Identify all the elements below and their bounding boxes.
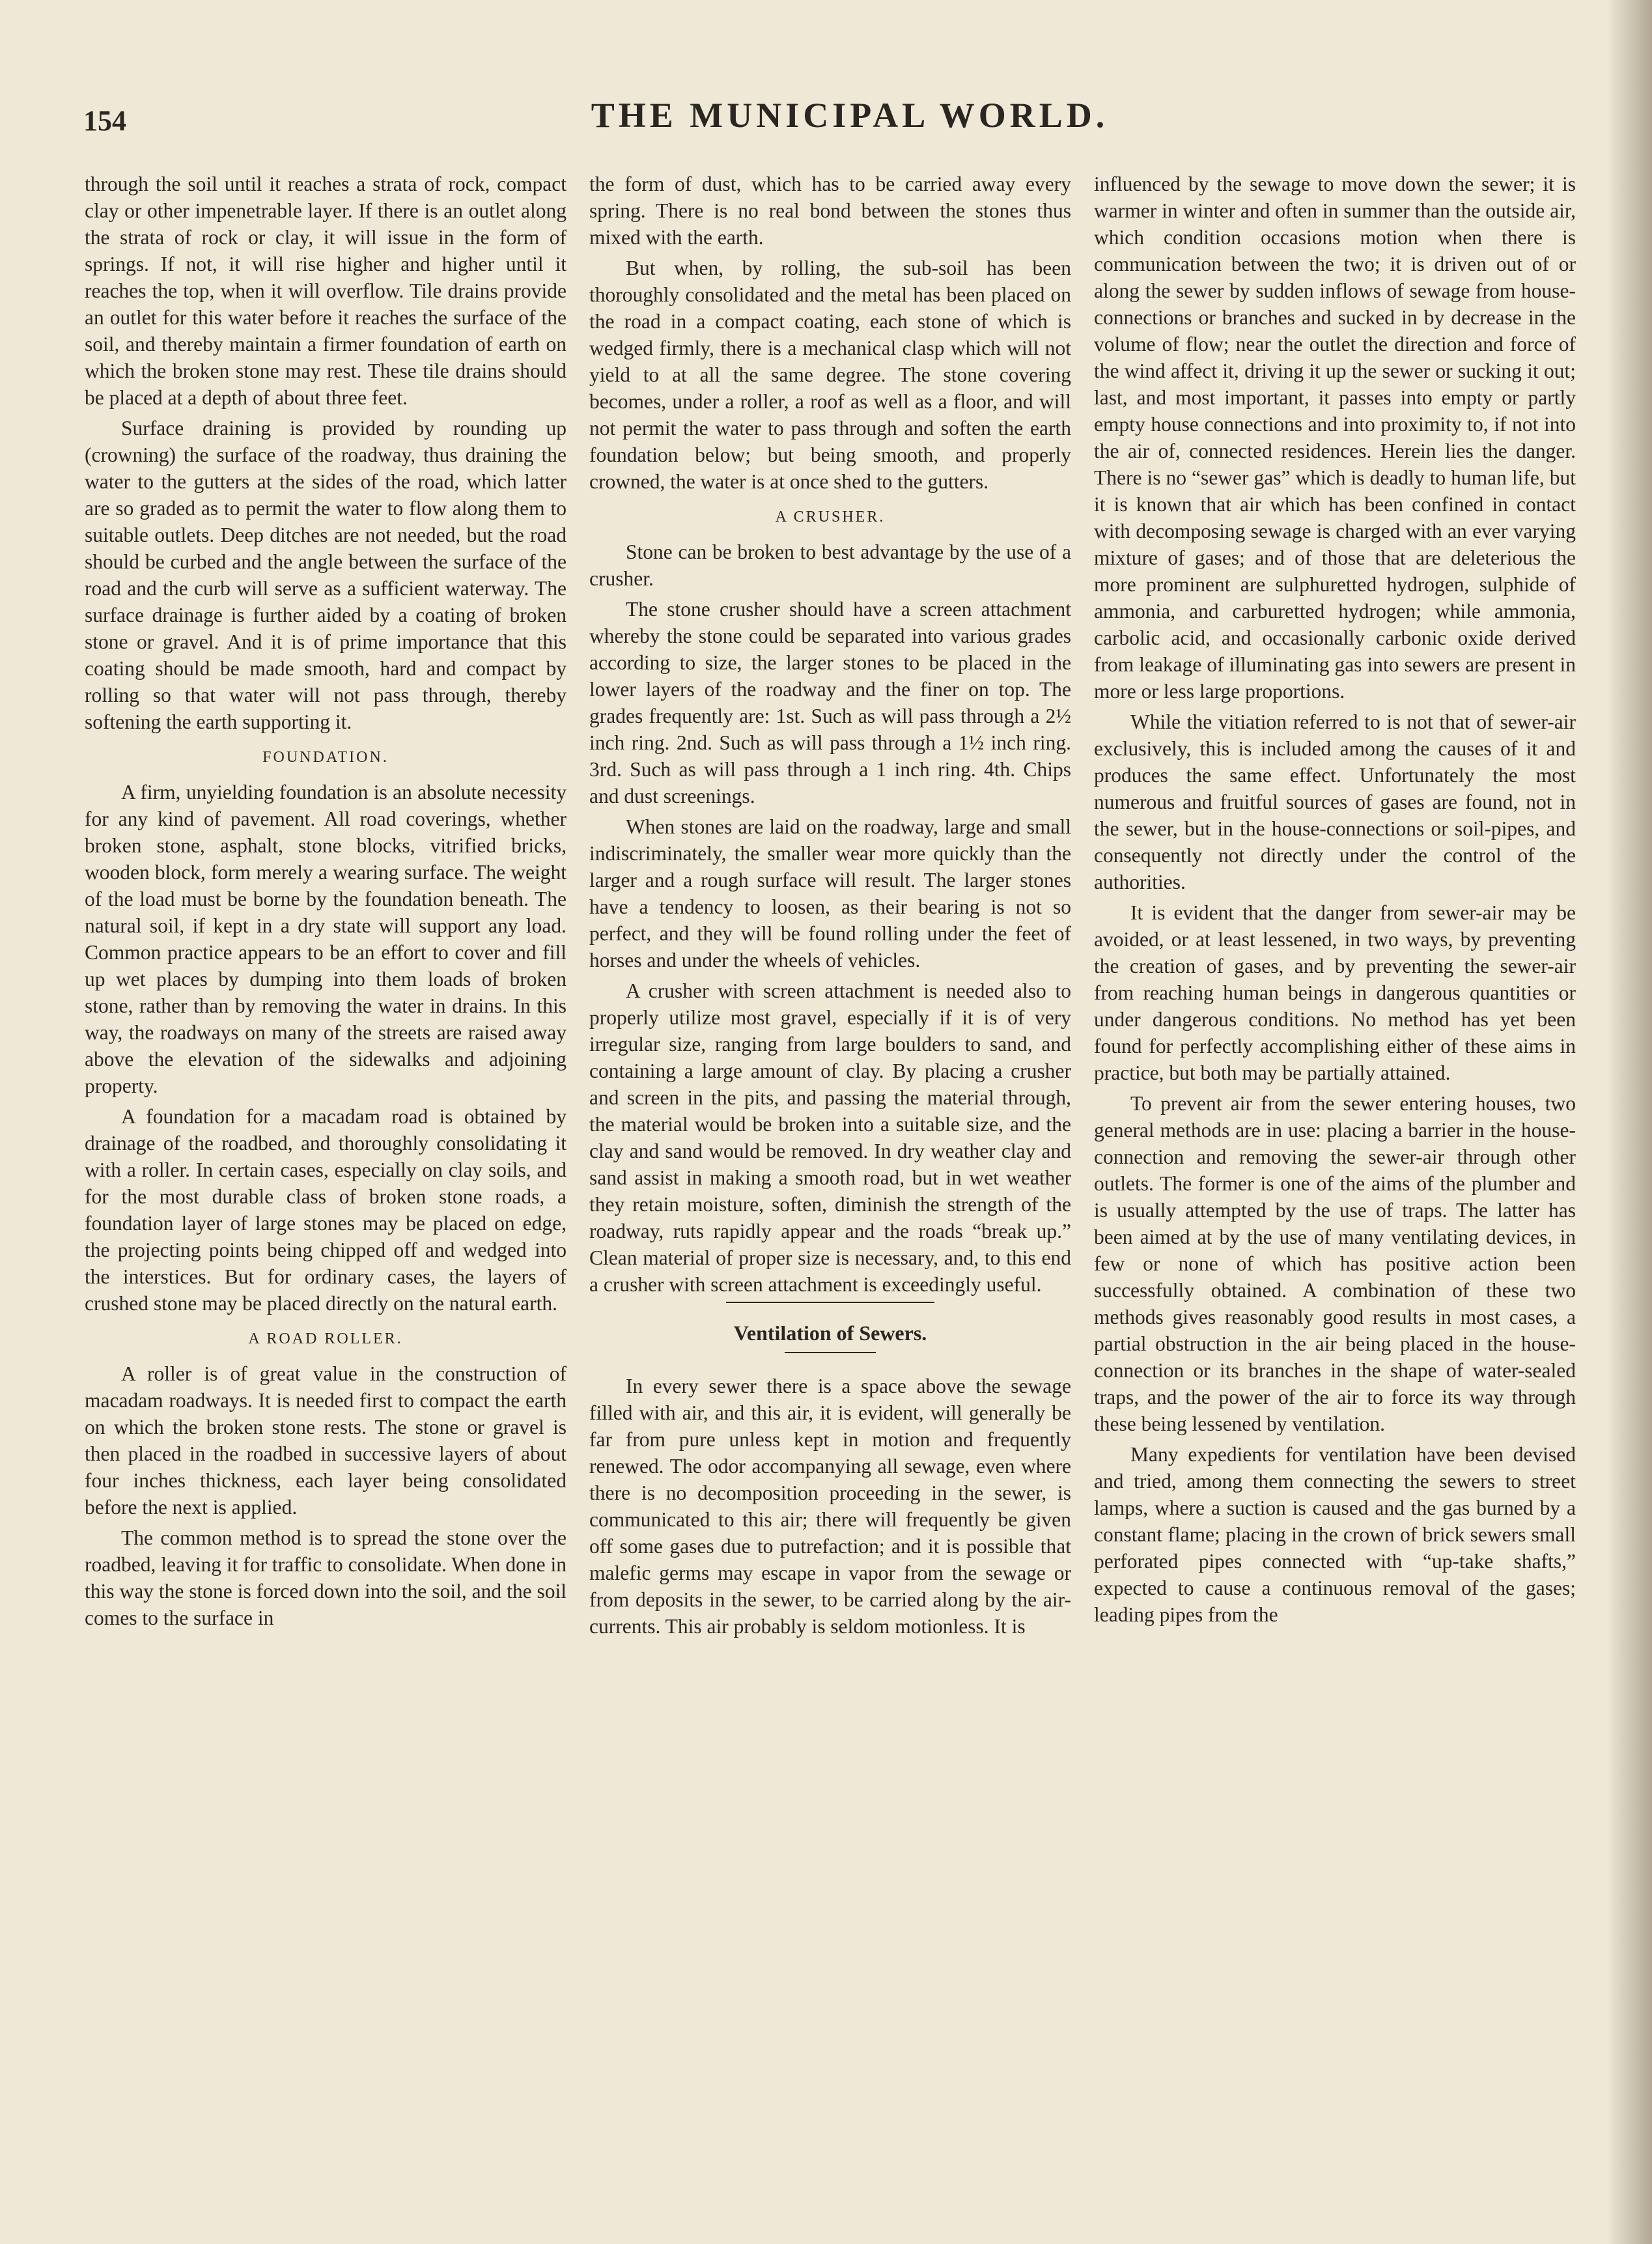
paragraph: It is evident that the danger from sewer-air may be avoided, or at least lessened, in two ways, by preventing the creation of gases, and by preventing the sewer-air from reaching human beings in dangerous quantities or under dangerous conditions. No method has yet been found for perfectly accomplishing either of these aims in practice, but both may be partially attained. xyxy=(1094,901,1576,1084)
paragraph: To prevent air from the sewer entering houses, two general methods are in use: placing a barrier in the house-connection and removing the sewer-air through other outlets. The former is one of the aims of the plumber and is usually attempted by the use of traps. The latter has been aimed at by the use of many ventilating devices, in few or none of which has positive action been successfully obtained. A combination of these two methods gives reasonably good results in most cases, a partial obstruction in the air being placed in the house-connection or its branches in the shape of water-sealed traps, and the power of the air to force its way through these being lessened by ventilation. xyxy=(1094,1092,1576,1435)
article-end-rule xyxy=(726,1302,934,1303)
paragraph: While the vitiation referred to is not that of sewer-air exclusively, this is included among the causes of it and produces the same effect. Unfortunately the most numerous and fruitful sources of gases are found, not in the sewer, but in the house-connections or soil-pipes, and consequently not directly under the control of the authorities. xyxy=(1094,710,1576,893)
paragraph: Many expedients for ventilation have been devised and tried, among them connecting the sewers to street lamps, where a suction is caused and the gas burned by a constant flame; placing in the crown of brick sewers small perforated pipes connected with “up-take shafts,” expected to cause a continuous removal of the gases; leading pipes from the xyxy=(1094,1443,1576,1626)
paragraph: the form of dust, which has to be carried away every spring. There is no real bond between the stones thus mixed with the earth. xyxy=(589,173,1071,249)
column-3 xyxy=(1094,171,1576,2202)
page-edge-shadow xyxy=(1606,0,1652,2244)
paragraph: A firm, unyielding foundation is an absolute necessity for any kind of pavement. All road coverings, whether broken stone, asphalt, stone blocks, vitrified bricks, wooden block, form merely a wearing surface. The weight of the load must be borne by the foundation beneath. The natural soil, if kept in a dry state will support any load. Common practice appears to be an effort to cover and fill up wet places by dumping into them loads of broken stone, rather than by removing the water in drains. In this way, the roadways on many of the streets are raised away above the elevation of the sidewalks and adjoining property. xyxy=(85,781,567,1097)
column-2 xyxy=(589,171,1071,2202)
paragraph: In every sewer there is a space above the sewage filled with air, and this air, it is evident, will generally be far from pure unless kept in motion and frequently renewed. The odor accompanying all sewage, even where there is no decomposition proceeding in the sewer, is communicated to this air; there will frequently be given off some gases due to putrefaction; and it is possible that malefic germs may escape in vapor from the sewage or from deposits in the sewer, to be carried along by the air-currents. This air probably is seldom motionless. It is xyxy=(589,1375,1071,1638)
paragraph: through the soil until it reaches a strata of rock, compact clay or other impenetrable layer. If there is an outlet along the strata of rock or clay, it will issue in the form of springs. If not, it will rise higher and higher until it reaches the top, when it will overflow. Tile drains provide an outlet for this water before it reaches the surface of the soil, and thereby maintain a firmer foundation of earth on which the broken stone may rest. These tile drains should be placed at a depth of about three feet. xyxy=(85,173,567,409)
paragraph: A foundation for a macadam road is obtained by drainage of the roadbed, and thoroughly consolidating it with a roller. In certain cases, especially on clay soils, and for the most durable class of broken stone roads, a foundation layer of large stones may be placed on edge, the projecting points being chipped off and wedged into the interstices. But for ordinary cases, the layers of crushed stone may be placed directly on the natural earth. xyxy=(85,1105,567,1315)
paragraph: When stones are laid on the roadway, large and small indiscriminately, the smaller wear more quickly than the larger and a rough surface will result. The larger stones have a tendency to loosen, as their bearing is not so perfect, and they will be found rolling under the feet of horses and under the wheels of vehicles. xyxy=(589,815,1071,972)
masthead-title: THE MUNICIPAL WORLD. xyxy=(591,96,1109,135)
article-title-ventilation: Ventilation of Sewers. xyxy=(733,1321,927,1345)
subheading-road-roller: A ROAD ROLLER. xyxy=(248,1330,403,1347)
paragraph: The stone crusher should have a screen attachment whereby the stone could be separated into various grades according to size, the larger stones to be placed in the lower layers of the roadway and the finer on top. The grades frequently are: 1st. Such as will pass through a 2½ inch ring. 2nd. Such as will pass through a 1½ inch ring. 3rd. Such as will pass through a 1 inch ring. 4th. Chips and dust screenings. xyxy=(589,598,1071,807)
title-divider xyxy=(785,1352,876,1353)
paragraph: A roller is of great value in the construction of macadam roadways. It is needed first to compact the earth on which the broken stone rests. The stone or gravel is then placed in the roadbed in successive layers of about four inches thickness, each layer being consolidated before the next is applied. xyxy=(85,1362,567,1519)
column-1 xyxy=(85,171,567,2202)
paragraph: A crusher with screen attachment is needed also to properly utilize most gravel, especially if it is of very irregular size, ranging from large boulders to sand, and containing a large amount of clay. By placing a crusher and screen in the pits, and passing the material through, the material would be broken into a suitable size, and the clay and sand would be removed. In dry weather clay and sand assist in making a smooth road, but in wet weather they retain moisture, soften, diminish the strength of the roadway, ruts rapidly appear and the roads “break up.” Clean material of proper size is necessary, and, to this end a crusher with screen attachment is exceedingly useful. xyxy=(589,979,1071,1296)
page-number: 154 xyxy=(83,105,126,137)
paragraph: Stone can be broken to best advantage by the use of a crusher. xyxy=(589,540,1071,590)
paragraph: The common method is to spread the stone over the roadbed, leaving it for traffic to consolidate. When done in this way the stone is forced down into the soil, and the soil comes to the surface in xyxy=(85,1526,567,1629)
paragraph: Surface draining is provided by rounding up (crowning) the surface of the roadway, thus draining the water to the gutters at the sides of the road, which latter are so graded as to permit the water to flow along them to suitable outlets. Deep ditches are not needed, but the road should be curbed and the angle between the surface of the road and the curb will serve as a sufficient waterway. The surface drainage is further aided by a coating of broken stone or gravel. And it is of prime importance that this coating should be made smooth, hard and compact by rolling so that water will not pass through, thereby softening the earth supporting it. xyxy=(85,417,567,733)
subheading-crusher: A CRUSHER. xyxy=(775,509,886,526)
paragraph: But when, by rolling, the sub-soil has been thoroughly consolidated and the metal has been placed on the road in a compact coating, each stone of which is wedged firmly, there is a mechanical clasp which will not yield to at all the same degree. The stone covering becomes, under a roller, a roof as well as a floor, and will not permit the water to pass through and soften the earth foundation below; but being smooth, and properly crowned, the water is at once shed to the gutters. xyxy=(589,257,1071,493)
subheading-foundation: FOUNDATION. xyxy=(262,749,389,766)
text-columns xyxy=(85,171,1576,2202)
paragraph: influenced by the sewage to move down the sewer; it is warmer in winter and often in summer than the outside air, which condition occasions motion when there is communication between the two; it is driven out of or along the sewer by sudden inflows of sewage from house-connections or branches and sucked in by decrease in the volume of flow; near the outlet the direction and force of the wind affect it, driving it up the sewer or sucking it out; last, and most important, it passes into empty or partly empty house connections and into proximity to, if not into the air of, connected residences. Herein lies the danger. There is no “sewer gas” which is deadly to human life, but it is known that air which has been confined in contact with decomposing sewage is charged with an ever varying mixture of gases; and of those that are deleterious the more prominent are sulphuretted hydrogen, sulphide of ammonia, and carburetted hydrogen; while ammonia, carbolic acid, and occasionally carbonic oxide derived from leakage of illuminating gas into sewers are present in more or less large proportions. xyxy=(1094,173,1576,703)
